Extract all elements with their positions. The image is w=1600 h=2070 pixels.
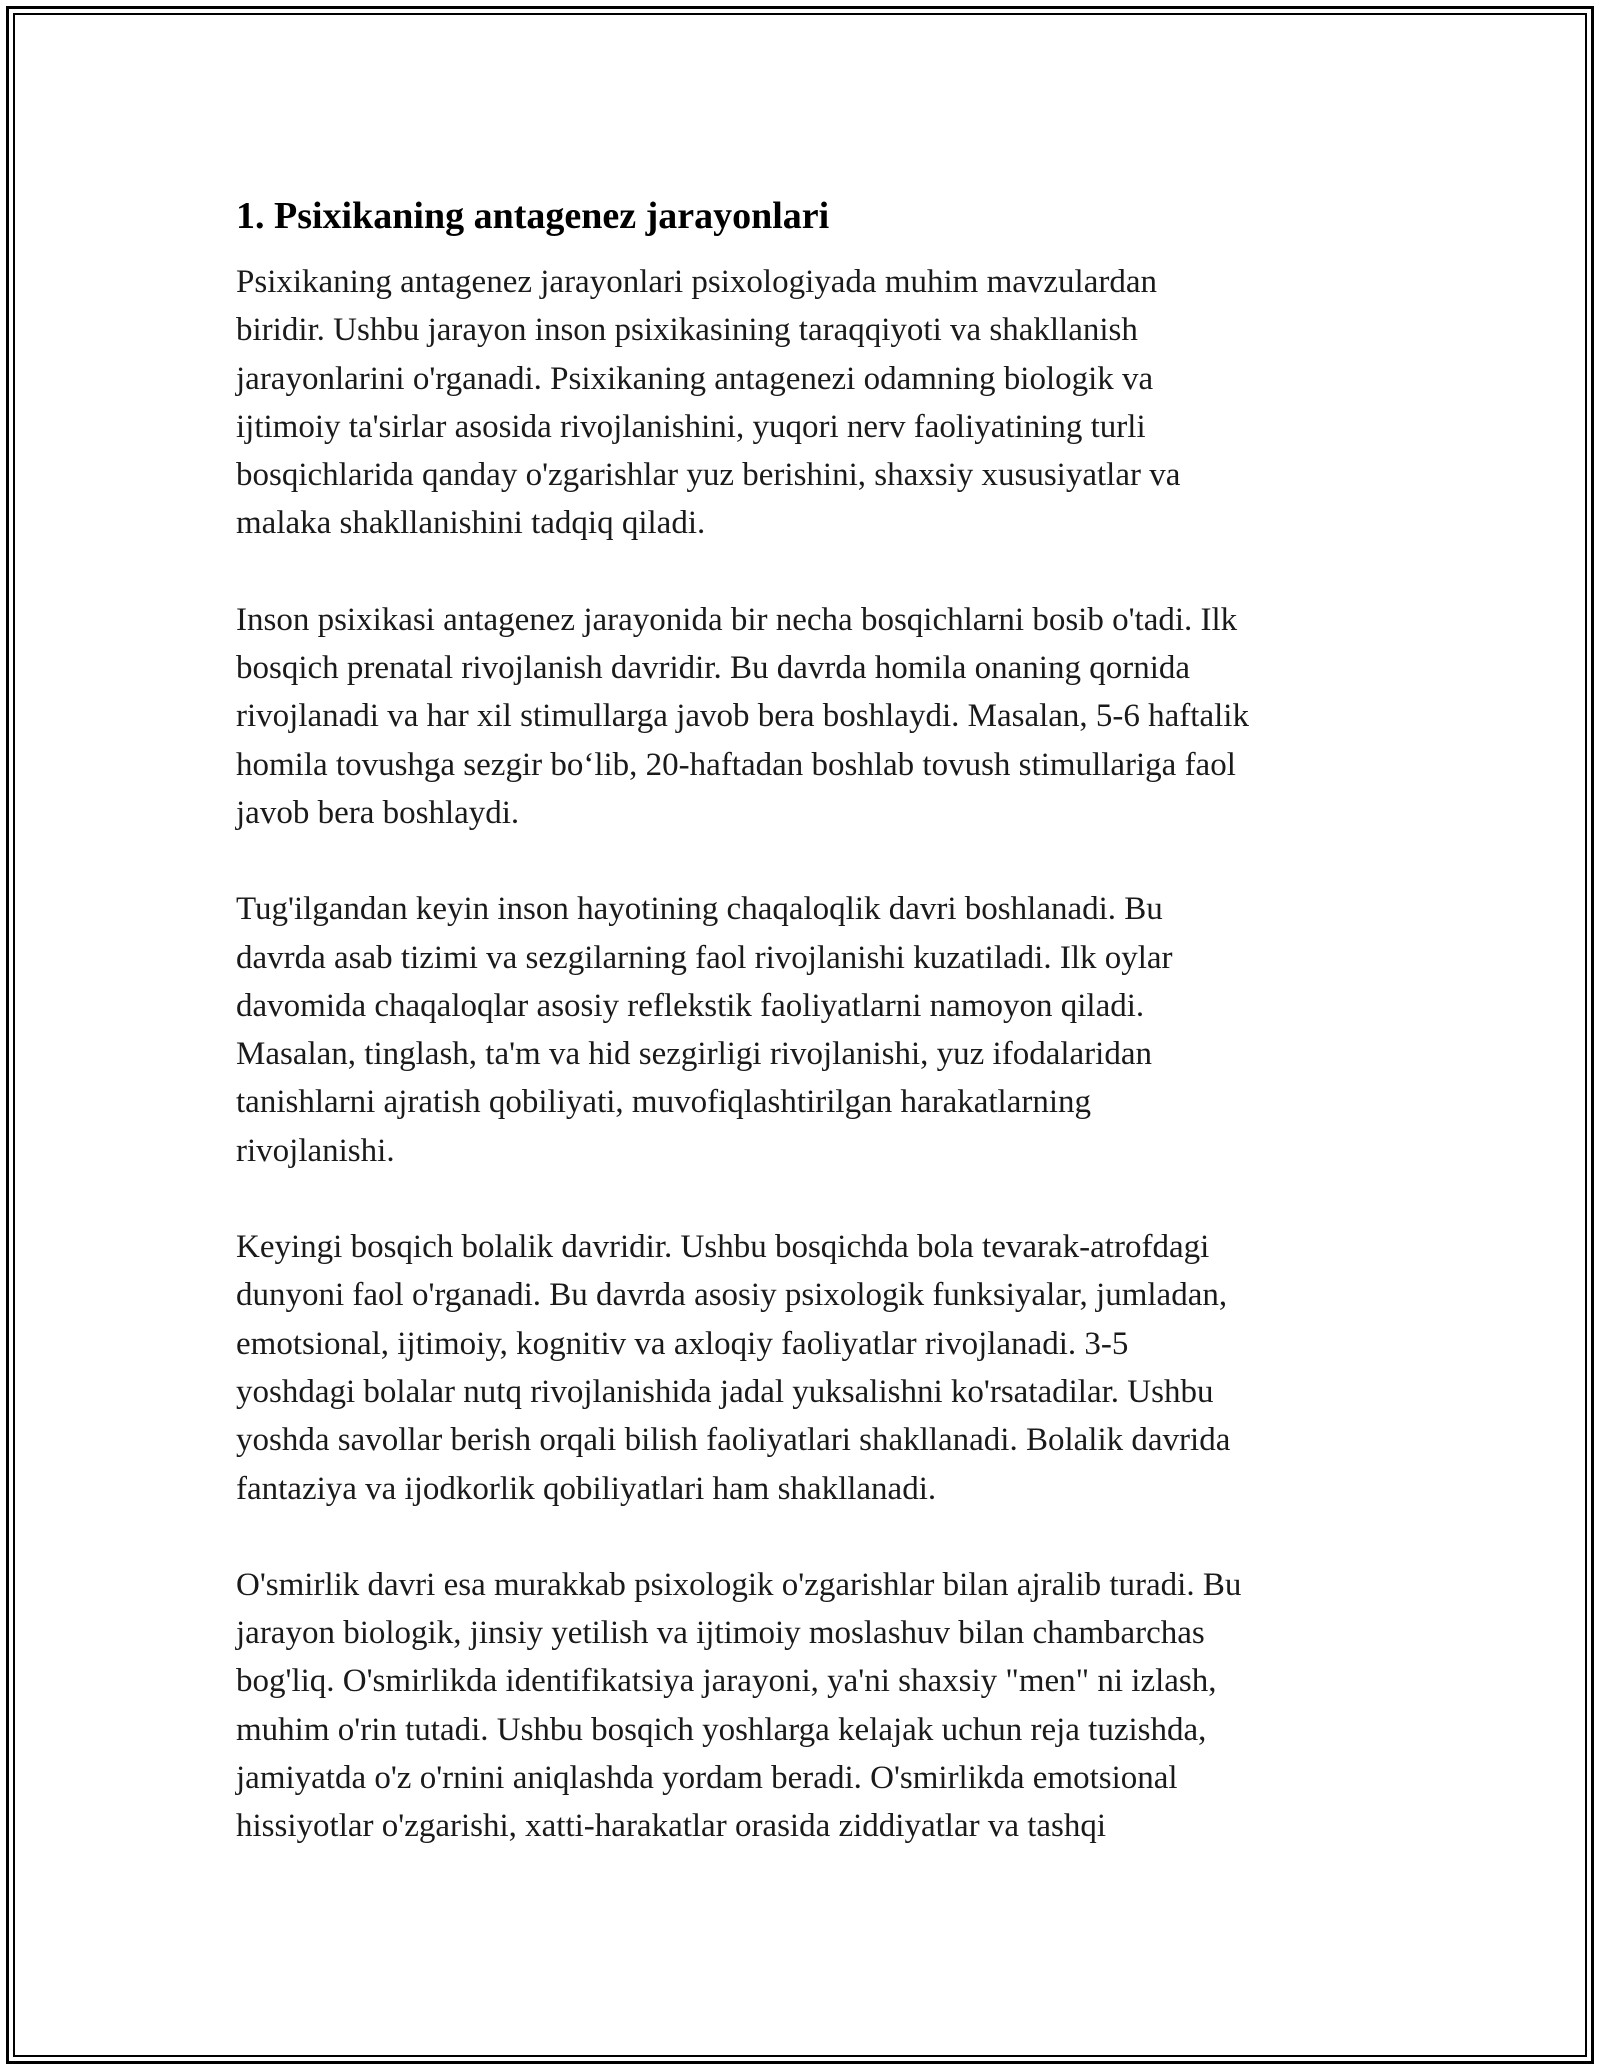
paragraph-adolescence: O'smirlik davri esa murakkab psixologik o'zgarishlar bilan ajralib turadi. Bu jarayon biologik, jinsiy yetilish va ijtimoiy moslashuv bilan chambarchas bog'liq. O'smirlikda identifikatsiya jarayoni, ya'ni shaxsiy "men" ni izlash, muhim o'rin tutadi. Ushbu bosqich yoshlarga kelajak uchun reja tuzishda, jamiyatda o'z o'rnini aniqlashda yordam beradi. O'smirlikda emotsional hissiyotlar o'zgarishi, xatti-harakatlar orasida ziddiyatlar va tashqi (236, 1566, 1242, 1845)
document-body (236, 188, 1376, 1851)
paragraph-intro: Psixikaning antagenez jarayonlari psixologiyada muhim mavzulardan biridir. Ushbu jarayon inson psixikasining taraqqiyoti va shakllanish jarayonlarini o'rganadi. Psixikaning antagenezi odamning biologik va ijtimoiy ta'sirlar asosida rivojlanishini, yuqori nerv faoliyatining turli bosqichlarida qanday o'zgarishlar yuz berishini, shaxsiy xususiyatlar va malaka shakllanishini tadqiq qiladi. (236, 264, 1181, 542)
paragraph-childhood: Keyingi bosqich bolalik davridir. Ushbu bosqichda bola tevarak-atrofdagi dunyoni faol o'rganadi. Bu davrda asosiy psixologik funksiyalar, jumladan, emotsional, ijtimoiy, kognitiv va axloqiy faoliyatlar rivojlanadi. 3-5 yoshdagi bolalar nutq rivojlanishida jadal yuksalishni ko'rsatadilar. Ushbu yoshda savollar berish orqali bilish faoliyatlari shakllanadi. Bolalik davrida fantaziya va ijodkorlik qobiliyatlari ham shakllanadi. (236, 1229, 1231, 1507)
paragraph-prenatal: Inson psixikasi antagenez jarayonida bir necha bosqichlarni bosib o'tadi. Ilk bosqich prenatal rivojlanish davridir. Bu davrda homila onaning qornida rivojlanadi va har xil stimullarga javob bera boshlaydi. Masalan, 5-6 haftalik homila tovushga sezgir bo‘lib, 20-haftadan boshlab tovush stimullariga faol javob bera boshlaydi. (236, 601, 1249, 831)
paragraph-infancy: Tug'ilgandan keyin inson hayotining chaqaloqlik davri boshlanadi. Bu davrda asab tizimi va sezgilarning faol rivojlanishi kuzatiladi. Ilk oylar davomida chaqaloqlar asosiy reflekstik faoliyatlarni namoyon qiladi. Masalan, tinglash, ta'm va hid sezgirligi rivojlanishi, yuz ifodalaridan tanishlarni ajratish qobiliyati, muvofiqlashtirilgan harakatlarning rivojlanishi. (236, 891, 1173, 1169)
section-title: 1. Psixikaning antagenez jarayonlari (236, 195, 830, 237)
